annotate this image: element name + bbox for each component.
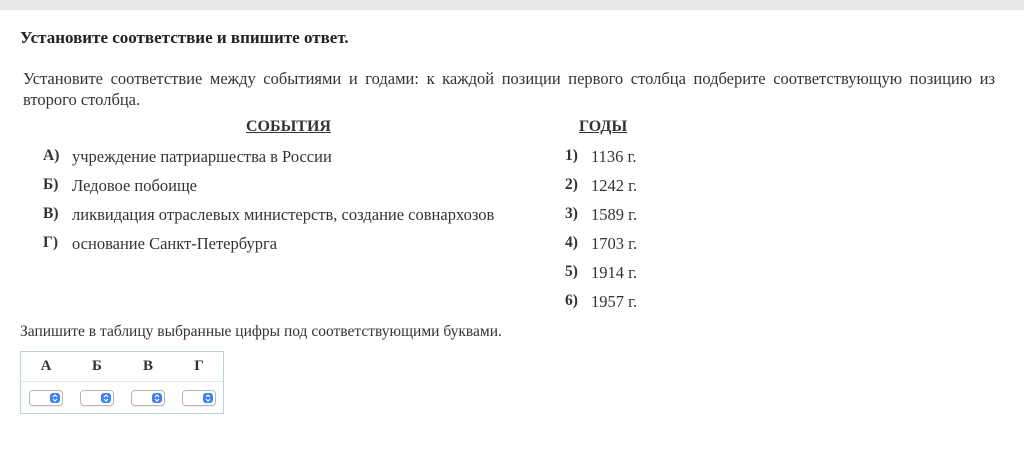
year-number: 2) — [565, 176, 578, 193]
updown-chevron-icon — [152, 393, 162, 403]
top-bar — [0, 0, 1024, 10]
answer-select-g[interactable] — [182, 390, 216, 406]
events-column-header: СОБЫТИЯ — [246, 118, 331, 135]
answer-letter-b: Б — [92, 358, 102, 374]
answer-select-b[interactable] — [80, 390, 114, 406]
event-text: Ледовое побоище — [72, 176, 197, 195]
year-text: 1914 г. — [591, 263, 638, 282]
years-column-header: ГОДЫ — [579, 118, 628, 135]
updown-chevron-icon — [203, 393, 213, 403]
answer-select-v[interactable] — [131, 390, 165, 406]
answer-select-a[interactable] — [29, 390, 63, 406]
year-number: 1) — [565, 147, 578, 164]
updown-chevron-icon — [101, 393, 111, 403]
year-number: 4) — [565, 234, 578, 251]
answer-table — [20, 351, 224, 414]
answer-letter-v: В — [142, 358, 153, 374]
event-letter: А) — [43, 147, 60, 164]
year-number: 6) — [565, 292, 578, 309]
task-title: Установите соответствие и впишите ответ. — [20, 28, 349, 47]
event-letter: В) — [43, 205, 59, 222]
year-text: 1957 г. — [591, 292, 638, 311]
event-letter: Б) — [43, 176, 59, 193]
event-text: ликвидация отраслевых министерств, создание совнархозов — [72, 205, 495, 224]
event-text: основание Санкт-Петербурга — [72, 234, 278, 253]
event-text: учреждение патриаршества в России — [72, 147, 332, 166]
answer-table-header — [21, 352, 223, 382]
year-number: 3) — [565, 205, 578, 222]
year-text: 1589 г. — [591, 205, 638, 224]
task-text: Установите соответствие между событиями и годами: к каждой позиции первого столбца подберите соответствующую позицию из второго столбца. — [23, 69, 995, 109]
answer-letter-a: А — [40, 358, 52, 374]
year-text: 1703 г. — [591, 234, 638, 253]
year-text: 1242 г. — [591, 176, 638, 195]
year-number: 5) — [565, 263, 578, 280]
answer-letter-g: Г — [194, 358, 204, 374]
instruction-note: Запишите в таблицу выбранные цифры под соответствующими буквами. — [20, 323, 502, 340]
year-text: 1136 г. — [591, 147, 637, 166]
updown-chevron-icon — [50, 393, 60, 403]
event-letter: Г) — [43, 234, 59, 251]
